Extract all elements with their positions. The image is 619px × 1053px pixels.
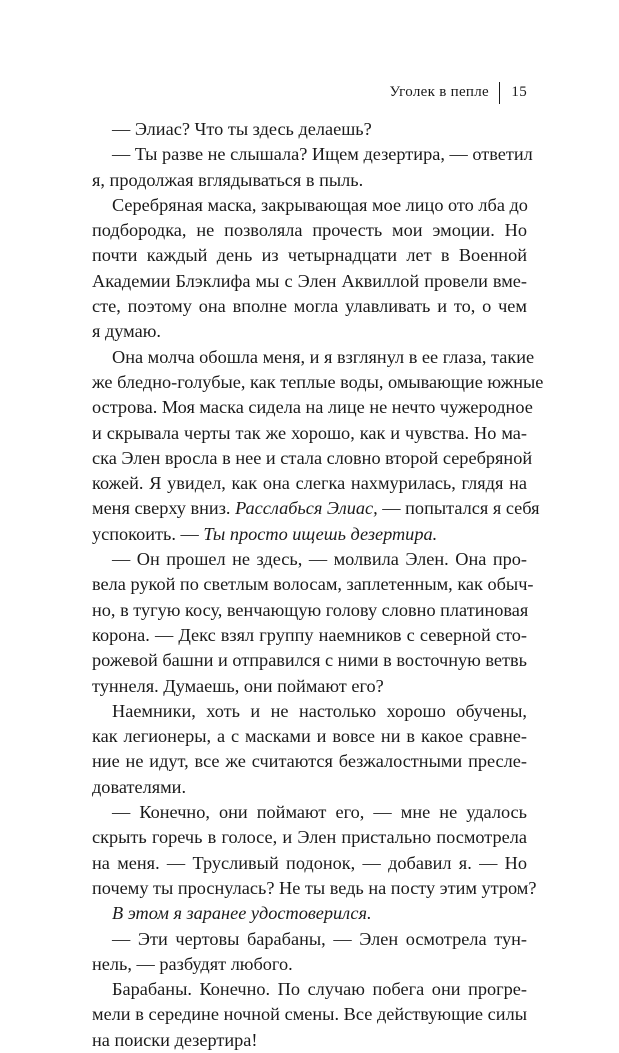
text-line (92, 901, 527, 926)
text-run: — попытался я себя (377, 498, 540, 519)
text-line (92, 218, 527, 243)
text-line (92, 876, 537, 901)
text-line (92, 775, 527, 800)
text-line (92, 522, 527, 547)
text-run: почему ты проснулась? Не ты ведь на посту этим утром? (92, 877, 537, 898)
text-line (92, 800, 527, 825)
text-run: корона. — Декс взял группу наемников с северной сто- (92, 624, 527, 645)
text-run: сте, поэтому она вполне могла улавливать и то, о чем (92, 296, 527, 317)
text-run: туннеля. Думаешь, они поймают его? (92, 675, 384, 696)
text-run: я думаю. (92, 321, 161, 342)
running-header (92, 82, 527, 104)
text-line (92, 547, 527, 572)
text-run: успокоить. — (92, 523, 204, 544)
text-run: как легионеры, а с масками и вовсе ни в какое сравне- (92, 726, 527, 747)
text-run: дователями. (92, 776, 187, 797)
text-run: — Конечно, они поймают его, — мне не удалось (112, 802, 527, 823)
text-run: Серебряная маска, закрывающая мое лицо ото лба до (112, 194, 528, 215)
text-line (92, 446, 533, 471)
text-run: же бледно-голубые, как теплые воды, омывающие южные (92, 371, 544, 392)
text-line (92, 269, 527, 294)
text-line (92, 471, 527, 496)
text-line (92, 977, 527, 1002)
text-run: и скрывала черты так же хорошо, как и чувства. Но ма- (92, 422, 527, 443)
text-line (92, 598, 527, 623)
text-line (92, 243, 527, 268)
text-line (92, 927, 527, 952)
text-run: на поиски дезертира! (92, 1029, 258, 1050)
text-run: нель, — разбудят любого. (92, 953, 293, 974)
text-line (92, 193, 527, 218)
text-line (92, 345, 535, 370)
text-run: рожевой башни и отправился с ними в восточную ветвь (92, 650, 527, 671)
text-run: — Элиас? Что ты здесь делаешь? (112, 119, 372, 139)
text-run: я, продолжая вглядываться в пыль. (92, 169, 364, 190)
text-line (92, 168, 527, 193)
italic-run: Ты просто ищешь дезертира. (203, 523, 438, 544)
body-text (92, 117, 544, 1053)
text-line (92, 1002, 527, 1027)
text-run: ска Элен вросла в нее и стала словно второй серебряной (92, 447, 533, 468)
text-line (92, 117, 527, 142)
text-line (92, 142, 533, 167)
text-line (92, 395, 533, 420)
page-number: 15 (511, 84, 527, 100)
running-title: Уголек в пепле (389, 84, 489, 100)
text-run: подбородка, не позволяла прочесть мои эмоции. Но (92, 220, 527, 241)
text-line (92, 623, 527, 648)
text-line (92, 421, 527, 446)
italic-run: Расслабься Элиас, (235, 498, 378, 519)
text-line (92, 648, 527, 673)
text-run: Барабаны. Конечно. По случаю побега они прогре- (112, 979, 527, 1000)
text-line (92, 825, 527, 850)
text-run: Академии Блэклифа мы с Элен Аквиллой провели вме- (92, 270, 527, 291)
text-run: почти каждый день из четырнадцати лет в Военной (92, 245, 527, 266)
text-run: мели в середине ночной смены. Все действующие силы (92, 1004, 527, 1025)
text-line (92, 294, 527, 319)
text-line (92, 749, 527, 774)
text-run: меня сверху вниз. (92, 498, 236, 519)
text-run: на меня. — Трусливый подонок, — добавил я. — Но (92, 852, 527, 873)
text-run: но, в тугую косу, венчающую голову словно платиновая (92, 599, 529, 620)
text-run: острова. Моя маска сидела на лице не нечто чужеродное (92, 397, 533, 418)
text-run: Наемники, хоть и не настолько хорошо обучены, (112, 700, 527, 721)
text-run: вела рукой по светлым волосам, заплетенным, как обыч- (92, 574, 534, 595)
text-line (92, 674, 527, 699)
text-line (92, 572, 534, 597)
italic-run: В этом я заранее удостоверился. (112, 903, 372, 924)
text-run: — Ты разве не слышала? Ищем дезертира, — ответил (112, 144, 533, 165)
header-divider (499, 82, 501, 104)
text-run: ние не идут, все же считаются безжалостными пресле- (92, 751, 527, 772)
text-line (92, 851, 527, 876)
text-line (92, 952, 527, 977)
text-run: кожей. Я увидел, как она слегка нахмурилась, глядя на (92, 473, 527, 494)
text-run: скрыть горечь в голосе, и Элен пристально посмотрела (92, 827, 527, 848)
text-line (92, 319, 527, 344)
text-line (92, 699, 527, 724)
text-run: — Эти чертовы барабаны, — Элен осмотрела тун- (112, 928, 527, 949)
text-line (92, 724, 527, 749)
text-line (92, 496, 540, 521)
text-run: Она молча обошла меня, и я взглянул в ее глаза, такие (112, 346, 535, 367)
text-line (92, 370, 544, 395)
text-run: — Он прошел не здесь, — молвила Элен. Она про- (112, 549, 527, 570)
text-line (92, 1028, 527, 1053)
